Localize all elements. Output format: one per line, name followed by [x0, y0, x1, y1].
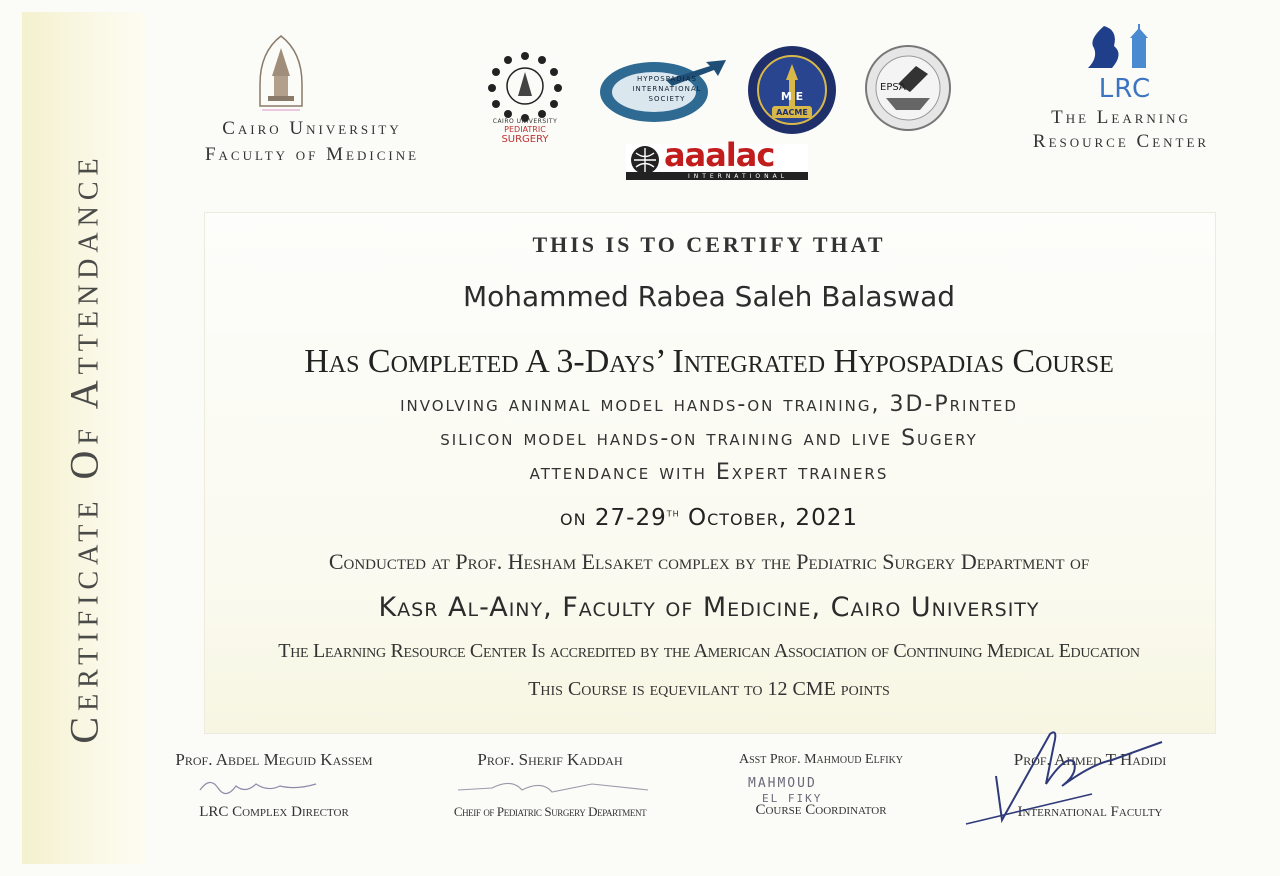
handwritten-name-line1: MAHMOUD: [748, 776, 817, 791]
institution-name: Kasr Al-Ainy, Faculty of Medicine, Cairo University: [378, 592, 1040, 623]
course-description-line1: involving aninmal model hands-on training, 3D-Printed: [400, 392, 1018, 417]
course-description-line2: silicon model hands-on training and live Sugery: [440, 426, 978, 451]
signatory-name: Prof. Sherif Kaddah: [477, 750, 623, 769]
partner-logos: [470, 46, 970, 186]
signature-kassem: [196, 772, 336, 800]
signature-hadidi: [962, 724, 1172, 828]
signatory-role: International Faculty: [1017, 804, 1163, 820]
pediatric-logo-line2: PEDIATRIC: [504, 125, 546, 134]
learning-center-line1: The Learning: [1051, 107, 1191, 128]
aaalac-name: aaalac: [664, 136, 775, 174]
epsa-label: EPSA: [880, 82, 906, 93]
course-description-line3: attendance with Expert trainers: [529, 460, 889, 485]
hypospadias-logo-line3: SOCIETY: [648, 95, 686, 103]
aacme-label: AACME: [776, 108, 808, 117]
learning-center-line2: Resource Center: [1032, 131, 1210, 152]
course-title: Has Completed A 3-Days’ Integrated Hypospadias Course: [304, 343, 1114, 380]
date-month-year: October, 2021: [679, 505, 858, 531]
conducted-at: Conducted at Prof. Hesham Elsaket complex by the Pediatric Surgery Department of: [328, 549, 1090, 574]
accreditation-statement: The Learning Resource Center Is accredited by the American Association of Continuing Medical Education: [278, 640, 1140, 662]
certify-heading: THIS IS TO CERTIFY THAT: [532, 232, 886, 257]
signatory-name: Prof. Ahmed T Hadidi: [1013, 750, 1167, 769]
signatory-name: Asst Prof. Mahmoud Elfiky: [738, 752, 904, 767]
signatory-role: Cheif of Pediatric Surgery Department: [453, 804, 647, 819]
signatory-role: Course Coordinator: [755, 802, 887, 818]
hypospadias-logo-line2: INTERNATIONAL: [632, 85, 702, 93]
header-learning-center: [1006, 22, 1236, 154]
lrc-logo-text: LRC: [1098, 74, 1152, 104]
header-university: [172, 36, 452, 168]
course-date: [204, 505, 1214, 531]
hypospadias-logo-line1: HYPOSPADIAS: [637, 75, 697, 83]
university-name: Cairo University: [222, 118, 402, 139]
pediatric-logo-line3: SURGERY: [501, 134, 549, 145]
handwritten-name-line2: EL FIKY: [762, 792, 823, 805]
cme-points: This Course is equevilant to 12 CME points: [528, 678, 890, 700]
pediatric-logo-line1: CAIRO UNIVERSITY: [492, 118, 558, 125]
recipient-name: Mohammed Rabea Saleh Balaswad: [462, 280, 955, 313]
signatory-role: LRC Complex Director: [199, 804, 349, 820]
date-suffix-th: th: [666, 505, 680, 520]
aacme-letters: M E: [780, 90, 804, 103]
certificate-side-title: Certificate Of Attendance: [61, 152, 107, 744]
date-prefix: on 27-29: [560, 505, 667, 531]
faculty-name: Faculty of Medicine: [204, 144, 420, 165]
aaalac-sub: INTERNATIONAL: [687, 173, 789, 180]
signatory-name: Prof. Abdel Meguid Kassem: [175, 750, 373, 769]
signature-kaddah: [452, 774, 652, 798]
